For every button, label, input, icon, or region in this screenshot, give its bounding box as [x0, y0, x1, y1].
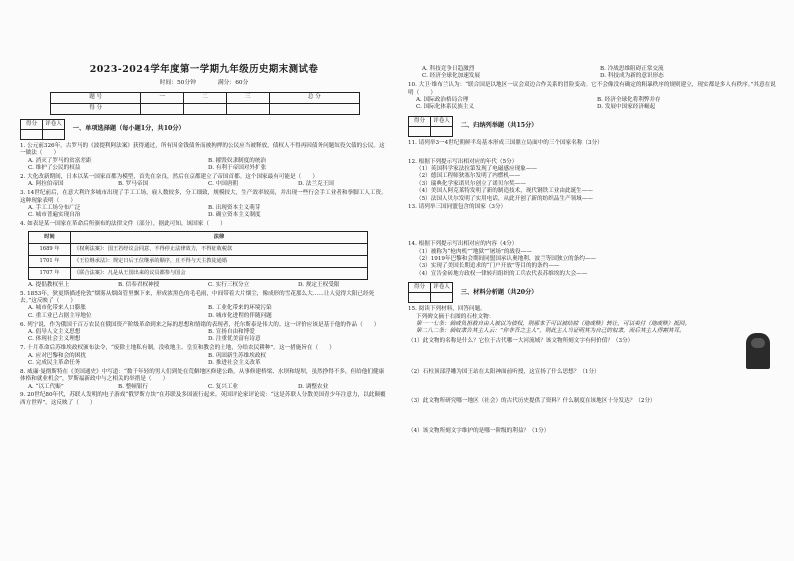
- option: C. 体现社会主义理想: [28, 336, 81, 343]
- sub-question: （2）石柱顶部浮雕为国王站在太阳神面前听授，这宣扬了什么思想？（1分）: [408, 369, 600, 375]
- answer-item: （2）1919年巴黎和会期间同盟国承认奥地利、波兰等国独立的条约——: [416, 256, 597, 262]
- option: B. 罗马帝国: [118, 181, 149, 188]
- options: [20, 282, 388, 289]
- option: A. 消灭了罗马的贫富差距: [28, 157, 92, 164]
- question-stem: 2. 大化改新期间，日本以某一国家首都为模型，首先在奈良，然后在京都建立了帝国首都。这个国家最有可能是（ ）: [20, 174, 318, 181]
- grader-cell: [431, 126, 453, 136]
- options: [20, 205, 388, 220]
- question-11: 11. 请列举3一4世纪朝鲜半岛基本形成三国鼎立局面中的三个国家名称（3分）: [408, 139, 603, 146]
- page-title: 2023-2024学年度第一学期九年级历史期末测试卷: [89, 64, 319, 75]
- law-text: 《王位继承法》：规定日后王位继承的顺序，且不得与天主教徒通婚: [71, 255, 368, 267]
- question-stem: 14. 根据下列提示写出相对应的内容（4分）: [408, 241, 518, 248]
- option: D. 法兰克王国: [298, 181, 334, 188]
- question-12: [408, 159, 778, 203]
- sub-question: （1）此文物的名称是什么？它位于古代哪一大河流域？该文物所刻文字有何价值？（3分）: [408, 337, 634, 344]
- answer-item: （4）美国人阿克莱特发明了新的制造技术，现代钢铁工业由此诞生——: [416, 188, 593, 195]
- grader-cell: [409, 293, 431, 303]
- option: C. 复兴工业: [208, 383, 239, 390]
- question-3: [20, 190, 388, 220]
- answer-item: （1）被称为“枪肉机”“地狱”“屠场”的战役——: [416, 248, 532, 255]
- question-stem: 1. 公元前326年，古罗马的《波提利阿法案》获得通过，所有因金钱债务而被拘押的公民应当被释放，债权人不得再因债务问题奴役欠债的公民。这一做法（ ）: [20, 143, 385, 157]
- score-cell: 题 号: [51, 93, 141, 104]
- law-text: 《联合法案》：凡是从王国出来的议员都参与国会: [71, 267, 368, 279]
- score-cell: 得 分: [51, 104, 141, 115]
- question-stem: 10. 大卫·维布兰认为：“联合国是以地区一议会双边合作关系的冒险变动。它不会像没有确定的粗暴秩序的规则建立，现实都是多人有秩序。”其意在说明（ ）: [408, 82, 776, 96]
- question-stem: 3. 14世纪前后，在意大利许多城市出现了手工工场，雇人数较多，分工细致，规模较大，生产效率较高，并出现一些行会手工业者和拳脚工人工资。这种现象表明（ ）: [20, 190, 387, 204]
- sub-question: （3）此文物所研究哪一地区（社会）的古代历史提供了资料？什么制度在该地区十分发达？（2分）: [408, 398, 656, 405]
- option: C. 实行三权分立: [208, 281, 250, 288]
- option: C. 维护了公民的权益: [28, 165, 81, 172]
- answer-item: （2）德国工程师狄塞尔发明了内燃机——: [416, 173, 521, 180]
- option: A. 科技竞争日趋激烈: [422, 66, 475, 72]
- answer-space: [408, 212, 778, 240]
- answer-space: [408, 345, 742, 369]
- grader-reviewer-label: 评卷人: [431, 116, 453, 126]
- grader-box: [408, 282, 453, 303]
- answer-item: （1）英国科学家法拉第发现了电磁感应现象——: [416, 166, 538, 172]
- option: A. 城市化带来人口膨胀: [28, 305, 86, 312]
- option: A. 国际政治格局合理: [416, 97, 469, 103]
- material-intro: 下列碑文摘于右图的石柱文物：: [416, 313, 495, 320]
- option: B. 信奉君权神授: [118, 281, 160, 288]
- question-15: [408, 306, 778, 435]
- score-table: [50, 92, 360, 115]
- grader-cell: [431, 293, 453, 303]
- score-cell: 三: [226, 93, 269, 104]
- options: [20, 158, 388, 173]
- law-year: 1689 年: [29, 243, 71, 255]
- question-13: 13. 请列举三国同盟包含的国家（3分）: [408, 204, 507, 211]
- option: A. 倡导人文主义思想: [28, 328, 81, 335]
- answer-space: [408, 406, 742, 428]
- question-10: [408, 82, 778, 112]
- question-14: [408, 241, 778, 278]
- question-1: [20, 143, 388, 173]
- score-cell: 一: [141, 93, 184, 104]
- grader-cell: [409, 126, 431, 136]
- left-column: [20, 0, 388, 561]
- option: C. 中国唐朝: [208, 181, 239, 188]
- grader-reviewer-label: 评卷人: [43, 120, 65, 130]
- options: [408, 97, 778, 112]
- option: B. 冷战思维阻碍正常交流: [600, 66, 664, 72]
- option: D. 推进社会主义改革: [208, 359, 261, 366]
- option: B. 工业化带来的环境污染: [208, 305, 272, 312]
- option: D. 规定王权受限: [298, 281, 340, 288]
- grader-box: [20, 119, 65, 140]
- score-cell: 二: [184, 93, 227, 104]
- section2-header: [408, 116, 778, 137]
- law-year: 1701 年: [29, 255, 71, 267]
- option: D. 调整农业: [298, 383, 329, 390]
- material-text: 第一一七条：倘或负担救自由人被以为债权，则那本于可以被结掠（地或赎）转让，可以卖付（地或赎）抵回。: [416, 320, 691, 327]
- option: C. 重工业已占据主导地位: [28, 312, 92, 319]
- answer-space: [408, 147, 778, 157]
- law-text: 《权利法案》：国王若经议会同意，不得停止法律效力，不得征收税款: [71, 243, 368, 255]
- options: [20, 305, 388, 320]
- section1-header: [20, 119, 388, 140]
- law-year: 1707 年: [29, 267, 71, 279]
- law-header: 时间: [29, 231, 71, 243]
- grader-score-label: 得分: [409, 116, 431, 126]
- question-stem: 8. 威廉·曼彻斯特在《美国通史》中写道：“数千年轻的男人们到处在荒僻地区修建公路，从事修建桥梁、水坝和堤坝，虽然挣得不多，但给他们健康体格和就业机会”，罗斯福新政中与之相关的举措是（ ）: [20, 368, 385, 383]
- option: B. 整顿银行: [118, 383, 149, 390]
- question-2: [20, 174, 388, 189]
- options: [20, 181, 388, 188]
- option: A. 手工工场分布广泛: [28, 205, 81, 212]
- option: B. 摧毁奴隶制度的统治: [208, 157, 267, 164]
- option: B. 出现资本主义萌芽: [208, 205, 261, 212]
- options: [20, 329, 388, 344]
- grader-reviewer-label: 评卷人: [431, 283, 453, 293]
- question-9-options: [408, 66, 778, 81]
- question-stem: 4. 如表是某一国家在革命后所颁布的法律文件（部分），据此可知，该国家（ ）: [20, 221, 226, 228]
- law-header: 法律: [71, 231, 368, 243]
- question-stem: 9. 20世纪80年代，苏联人发明的电子游戏“俄罗斯方块”在苏联及多国流行起来。英国评论家评论说：“这是苏联人分散美国青少年注意力，以此颠覆西方世界”。这反映了（ ）: [20, 392, 386, 406]
- option: B. 宣扬自由和博爱: [208, 328, 255, 335]
- exam-full-score: 满分：60分: [217, 80, 249, 87]
- sub-question: （4）该文物所刻文字维护的是哪一阶级的利益？（1分）: [408, 427, 550, 434]
- grader-box: [408, 116, 453, 137]
- question-4: [20, 221, 388, 289]
- option: D. 注重优美富有诗意: [208, 336, 261, 343]
- question-stem: 7. 十月革命后苏维埃政权颁布法令，“废除土地私有制，没收地主、皇室和教会的土地，分给农民耕种”。这一措施旨在（ ）: [20, 345, 335, 352]
- stele-image: [746, 333, 770, 369]
- score-cell: [141, 104, 184, 115]
- question-stem: 6. 列宁说，作为俄国千百万农民在俄国资产阶级革命到来之际的思想和情绪的表现者，托尔斯泰是伟大的。这一评价应该是基于他的作品（ ）: [20, 321, 380, 328]
- option: C. 经济全球化加速发展: [422, 73, 480, 80]
- score-cell: [269, 104, 359, 115]
- answer-space: [408, 376, 742, 398]
- option: A. 提倡教权至上: [28, 281, 70, 288]
- option: D. 科技成为新的意识形态: [600, 73, 664, 80]
- option: A. 应对巴黎和会的困扰: [28, 352, 86, 359]
- option: D. 有利于帝国对外扩张: [208, 165, 267, 172]
- question-stem: 15. 阅读下列材料，回答问题。: [408, 306, 486, 313]
- question-8: [20, 369, 388, 391]
- question-6: [20, 322, 388, 344]
- option: C. 城市普遍实现自治: [28, 212, 81, 219]
- score-cell: [226, 104, 269, 115]
- section3-heading: 三、材料分析题（共20分）: [460, 288, 538, 296]
- option: B. 经济全球化将利弊并存: [597, 97, 661, 103]
- grader-score-label: 得分: [21, 120, 43, 130]
- options: [20, 353, 388, 368]
- grader-cell: [21, 130, 43, 140]
- answer-item: （3）瑞典化学家诺贝尔创立了诺贝尔奖——: [416, 180, 526, 187]
- question-stem: 5. 1853年，狄更斯描述伦敦“烟雾从烟囱管里飘下来，形成浓黑色的毛毛雨，中间带着大片烟尘，像成形的雪花那么大……让人觉得大阳已经死去。”这反映了（ ）: [20, 290, 375, 304]
- exam-time: 时间：50分钟: [159, 80, 196, 87]
- exam-meta: [20, 80, 388, 88]
- option: C. 完成民主革命任务: [28, 359, 81, 366]
- question-7: [20, 345, 388, 367]
- option: D. 确立资本主义制度: [208, 212, 261, 219]
- answer-item: （4）宣告金砖地方政权一律转归组织的工兵农代表苏维埃的大会——: [416, 270, 588, 277]
- option: D. 城市化进程的伴随问题: [208, 312, 272, 319]
- answer-item: （3）实现了美国长期追求的“门户开放”等目的的条约——: [416, 263, 560, 270]
- option: C. 国际化体系民族主义: [416, 104, 474, 111]
- score-cell: 总 分: [269, 93, 359, 104]
- law-table: [28, 231, 368, 280]
- answer-item: （5）法国人贝尔发明了实用电话，从此开创了新的纺织品生产领域——: [416, 195, 593, 202]
- question-9: [20, 392, 388, 407]
- option: A. “以工代赈”: [28, 383, 64, 390]
- grader-score-label: 得分: [409, 283, 431, 293]
- right-column: [408, 0, 778, 561]
- option: B. 巩固新生苏维埃政权: [208, 352, 267, 359]
- option: A. 阿拉伯帝国: [28, 181, 64, 188]
- grader-cell: [43, 130, 65, 140]
- question-5: [20, 291, 388, 321]
- score-cell: [184, 104, 227, 115]
- section3-header: [408, 282, 778, 303]
- material-text: 第二八二条：倘奴隶告其主人云：“你非吾之主人”，则此主人当证明其为自己的奴隶，而后其主人得割其耳。: [416, 328, 685, 335]
- section2-heading: 二、归纳列举题（共15分）: [460, 122, 538, 130]
- option: D. 发展中国家经济崛起: [597, 104, 656, 111]
- question-stem: 12. 根据下列提示写出相对应的年代（5分）: [408, 158, 518, 165]
- options: [20, 384, 388, 391]
- section1-heading: 一、单项选择题（每小题1分，共10分）: [72, 125, 185, 133]
